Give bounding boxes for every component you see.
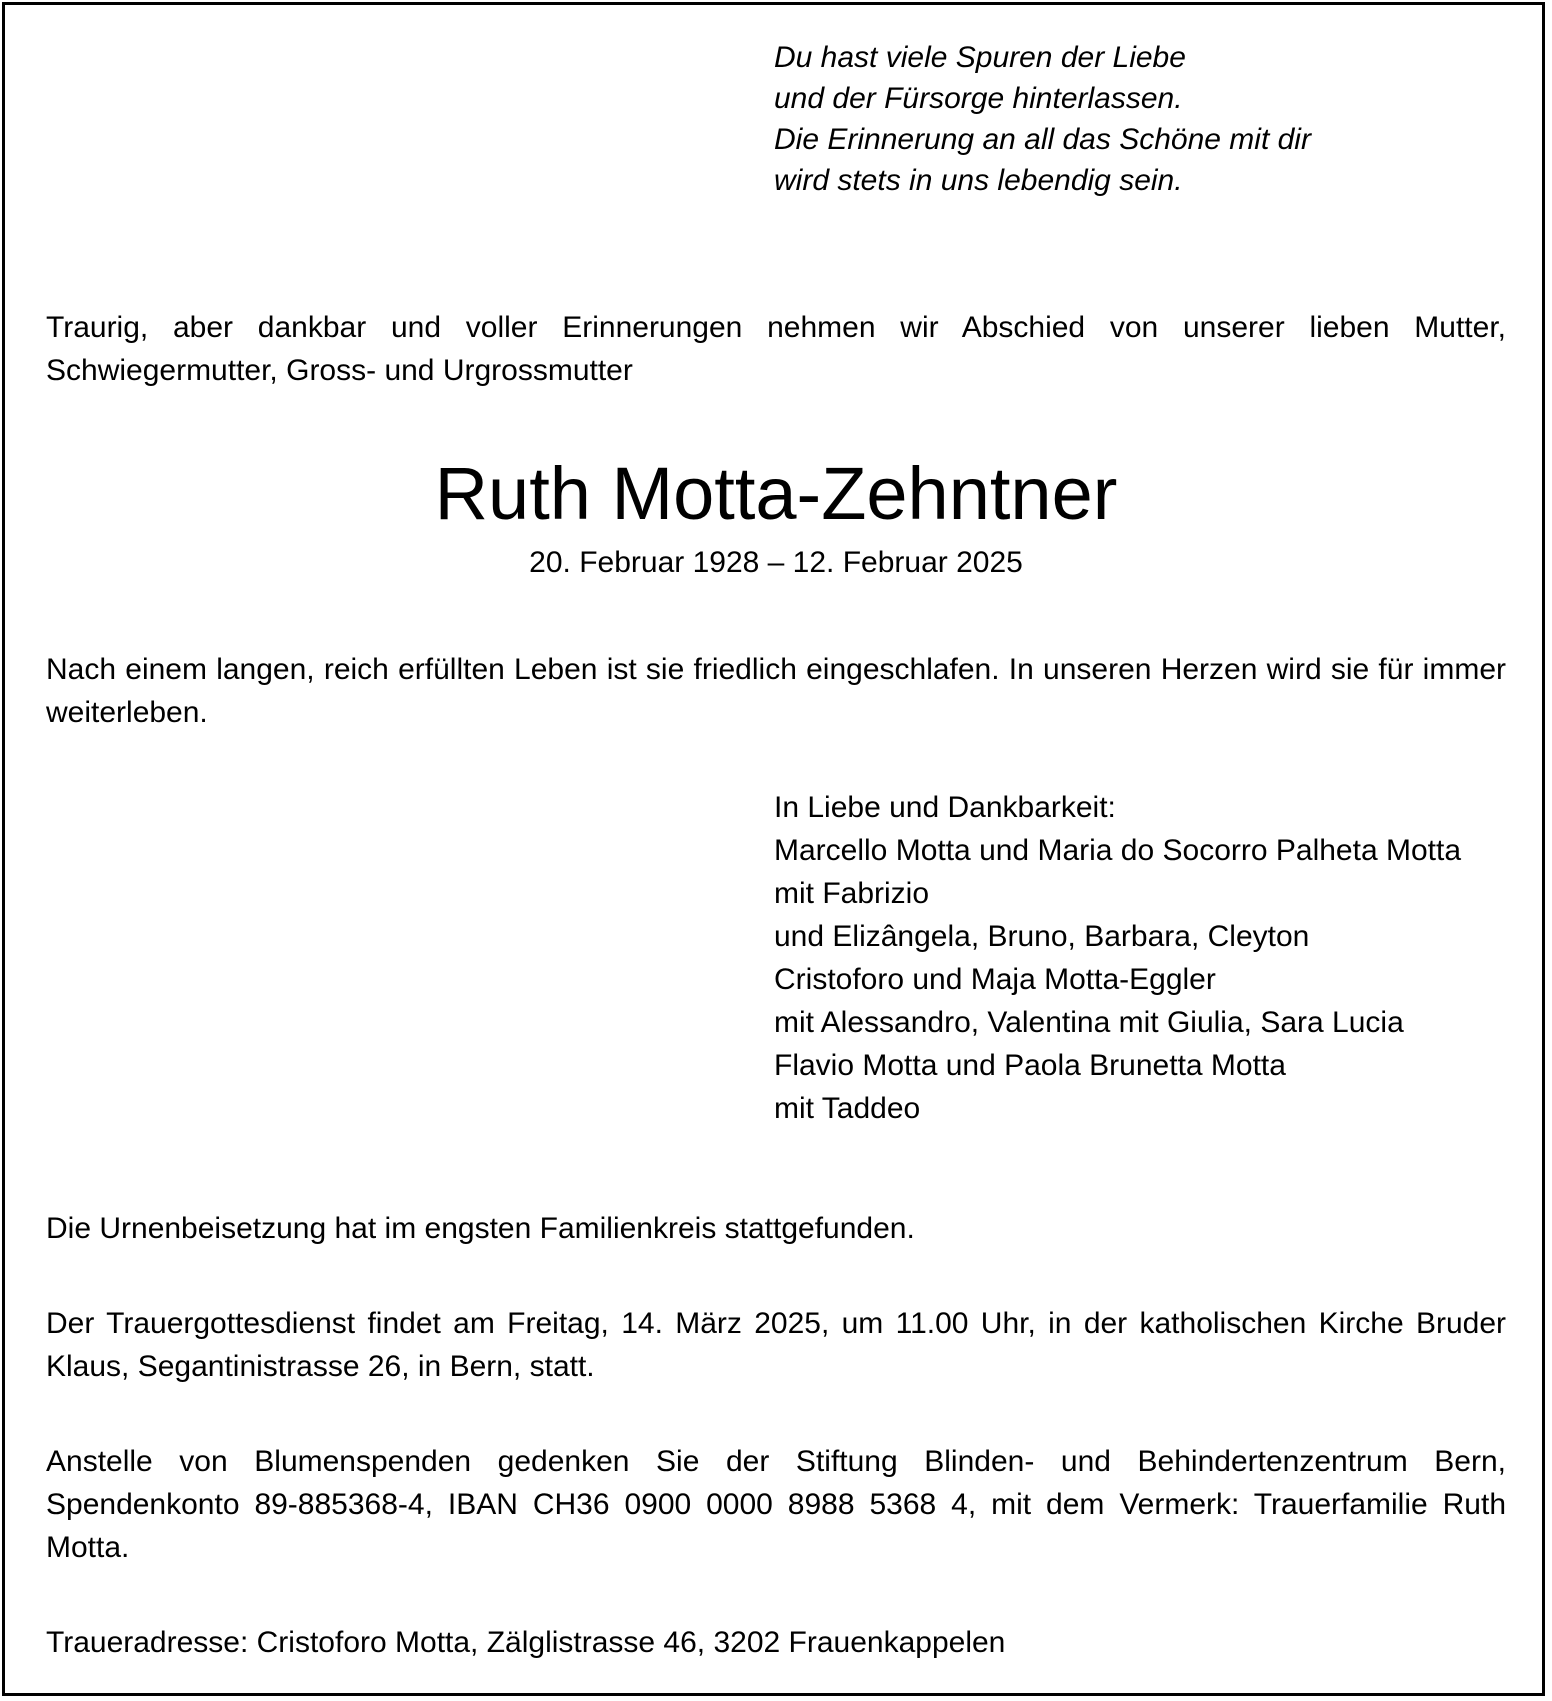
motto-line: Du hast viele Spuren der Liebe — [774, 41, 1186, 74]
donation-notice: Anstelle von Blumenspenden gedenken Sie der Stiftung Blinden- und Behindertenzentrum Bern, Spendenkonto 89-885368-4, IBAN CH36 0900 0000 8988 5368 4, mit dem Vermerk: Trauerfamilie Ruth Motta. — [46, 1445, 1506, 1564]
mourners-list — [774, 786, 1514, 1130]
mourner-line: mit Taddeo — [774, 1092, 921, 1125]
life-dates: 20. Februar 1928 – 12. Februar 2025 — [529, 546, 1023, 579]
mourner-line: und Elizângela, Bruno, Barbara, Cleyton — [774, 920, 1310, 953]
mourner-line: mit Alessandro, Valentina mit Giulia, Sara Lucia — [774, 1006, 1404, 1039]
mourner-line: Cristoforo und Maja Motta-Eggler — [774, 963, 1216, 996]
service-notice: Der Trauergottesdienst findet am Freitag, 14. März 2025, um 11.00 Uhr, in der katholischen Kirche Bruder Klaus, Segantinistrasse 26, in Bern, statt. — [46, 1307, 1506, 1383]
passage-paragraph: Nach einem langen, reich erfüllten Leben ist sie friedlich eingeschlafen. In unseren Herzen wird sie für immer weiterleben. — [46, 653, 1506, 729]
motto-line: wird stets in uns lebendig sein. — [774, 164, 1183, 197]
motto-line: Die Erinnerung an all das Schöne mit dir — [774, 123, 1311, 156]
intro-paragraph: Traurig, aber dankbar und voller Erinnerungen nehmen wir Abschied von unserer lieben Mutter, Schwiegermutter, Gross- und Urgrossmutter — [46, 311, 1506, 387]
mourners-heading: In Liebe und Dankbarkeit: — [774, 791, 1116, 824]
motto-line: und der Fürsorge hinterlassen. — [774, 82, 1183, 115]
mourner-line: Marcello Motta und Maria do Socorro Palheta Motta — [774, 834, 1461, 867]
mourner-line: mit Fabrizio — [774, 877, 930, 910]
deceased-name: Ruth Motta-Zehntner — [434, 452, 1118, 535]
mourning-address: Traueradresse: Cristoforo Motta, Zälglistrasse 46, 3202 Frauenkappelen — [46, 1626, 1006, 1659]
motto-verse — [774, 37, 1514, 201]
burial-notice: Die Urnenbeisetzung hat im engsten Familienkreis stattgefunden. — [46, 1212, 915, 1245]
mourner-line: Flavio Motta und Paola Brunetta Motta — [774, 1049, 1286, 1082]
